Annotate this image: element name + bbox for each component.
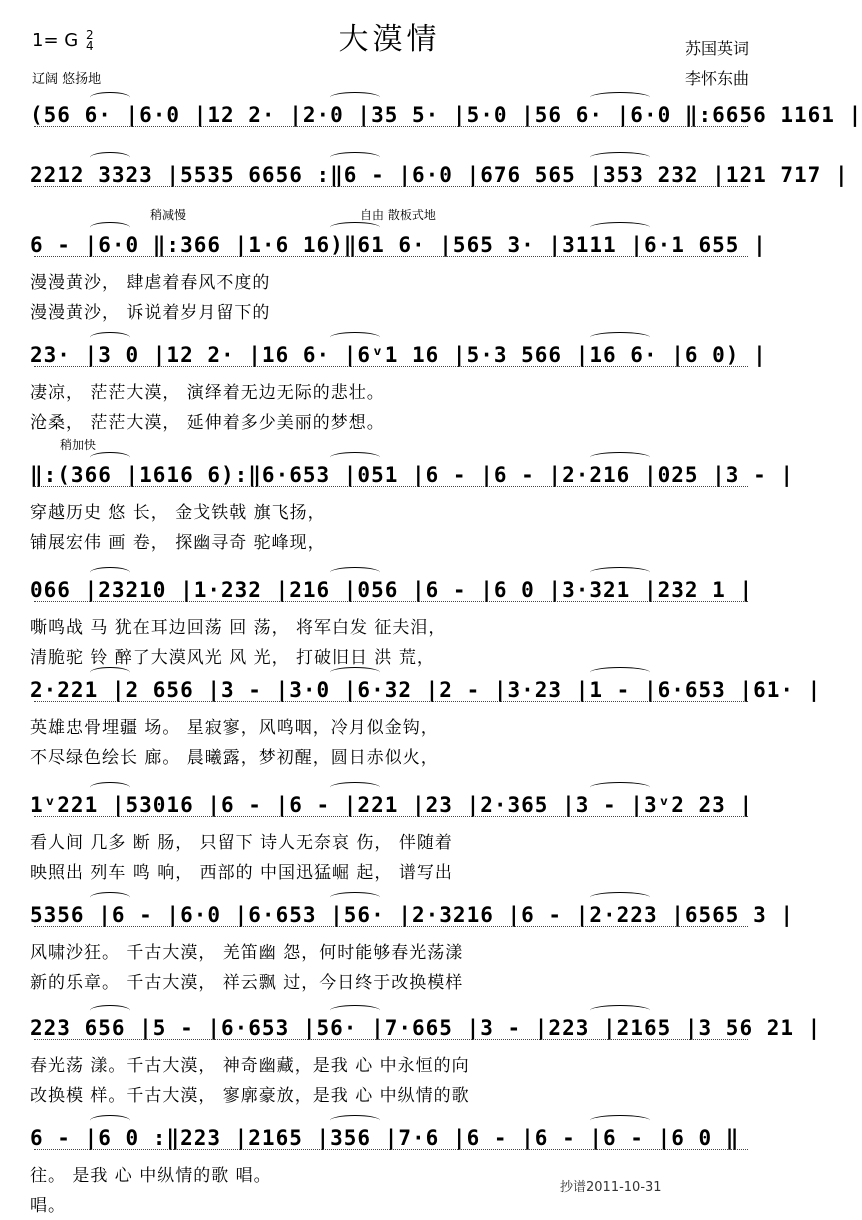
lyric-line: 看人间 几多 断 肠， 只留下 诗人无奈哀 伤， 伴随着 [30,833,453,853]
lyric-line: 漫漫黄沙， 肆虐着春风不度的 [30,273,271,293]
notation-line: 066 |23210 |1·232 |216 |056 |6 - |6 0 |3·321 |232 1 | [30,575,752,611]
lyric-line: 嘶鸣战 马 犹在耳边回荡 回 荡， 将军白发 征夫泪， [30,618,447,638]
lyric-line: 新的乐章。 千古大漠， 祥云飘 过，今日终于改换模样 [30,973,464,993]
notation-line: 1ᵛ221 |53016 |6 - |6 - |221 |23 |2·365 |3 - |3ᵛ2 23 | [30,790,752,826]
lyric-line: 穿越历史 悠 长， 金戈铁戟 旗飞扬， [30,503,326,523]
key-signature: 1= G 2 4 [32,28,94,53]
lyricist-credit: 苏国英词 [684,39,749,58]
lyric-line: 改换模 样。千古大漠， 寥廓豪放，是我 心 中纵情的歌 [30,1086,470,1106]
lyric-line: 铺展宏伟 画 卷， 探幽寻奇 驼峰现， [30,533,326,553]
lyric-line: 映照出 列车 鸣 响， 西部的 中国迅猛崛 起， 谱写出 [30,863,453,883]
lyric-line: 凄凉， 茫茫大漠， 演绎着无边无际的悲壮。 [30,383,385,403]
notation-line: 6 - |6 0 :‖223 |2165 |356 |7·6 |6 - |6 - |6 - |6 0 ‖ [30,1123,752,1159]
composer-credit: 李怀东曲 [684,69,749,88]
notation-line: (56 6· |6·0 |12 2· |2·0 |35 5· |5·0 |56 6· |6·0 ‖:6656 1161 | [30,100,752,136]
notation-line: 6 - |6·0 ‖:366 |1·6 16)‖61 6· |565 3· |3111 |6·1 655 | [30,230,752,266]
lyric-line: 唱。 [30,1196,66,1216]
lyric-line: 往。 是我 心 中纵情的歌 唱。 [30,1166,272,1186]
notation-line: 5356 |6 - |6·0 |6·653 |56· |2·3216 |6 - |2·223 |6565 3 | [30,900,752,936]
song-title: 大漠情 [338,22,441,57]
expression-mark: 稍减慢 [150,208,187,222]
time-signature: 2 4 [85,28,94,53]
notation-line: ‖:(366 |1616 6):‖6·653 |051 |6 - |6 - |2·216 |025 |3 - | [30,460,752,496]
lyric-line: 春光荡 漾。千古大漠， 神奇幽藏，是我 心 中永恒的向 [30,1056,470,1076]
lyric-line: 风啸沙狂。 千古大漠， 羌笛幽 怨，何时能够春光荡漾 [30,943,464,963]
lyric-line: 英雄忠骨埋疆 场。 星寂寥，风鸣咽，冷月似金钩， [30,718,439,738]
notation-line: 223 656 |5 - |6·653 |56· |7·665 |3 - |223 |2165 |3 56 21 | [30,1013,752,1049]
lyric-line: 不尽绿色绘长 廊。 晨曦露，梦初醒，圆日赤似火， [30,748,439,768]
expression-mark: 稍加快 [60,438,97,452]
lyric-line: 漫漫黄沙， 诉说着岁月留下的 [30,303,271,323]
notation-line: 2·221 |2 656 |3 - |3·0 |6·32 |2 - |3·23 |1 - |6·653 |61· | [30,675,752,711]
lyric-line: 沧桑， 茫茫大漠， 延伸着多少美丽的梦想。 [30,413,385,433]
lyric-line: 清脆驼 铃 醉了大漠风光 风 光， 打破旧日 洪 荒， [30,648,435,668]
expression-mark: 自由 散板式地 [360,208,436,222]
transcription-date: 抄谱2011-10-31 [560,1180,662,1195]
notation-line: 23· |3 0 |12 2· |16 6· |6ᵛ1 16 |5·3 566 |16 6· |6 0) | [30,340,752,376]
notation-line: 2212 3323 |5535 6656 :‖6 - |6·0 |676 565 |353 232 |121 717 | [30,160,752,196]
tempo-marking: 辽阔 悠扬地 [32,72,102,87]
